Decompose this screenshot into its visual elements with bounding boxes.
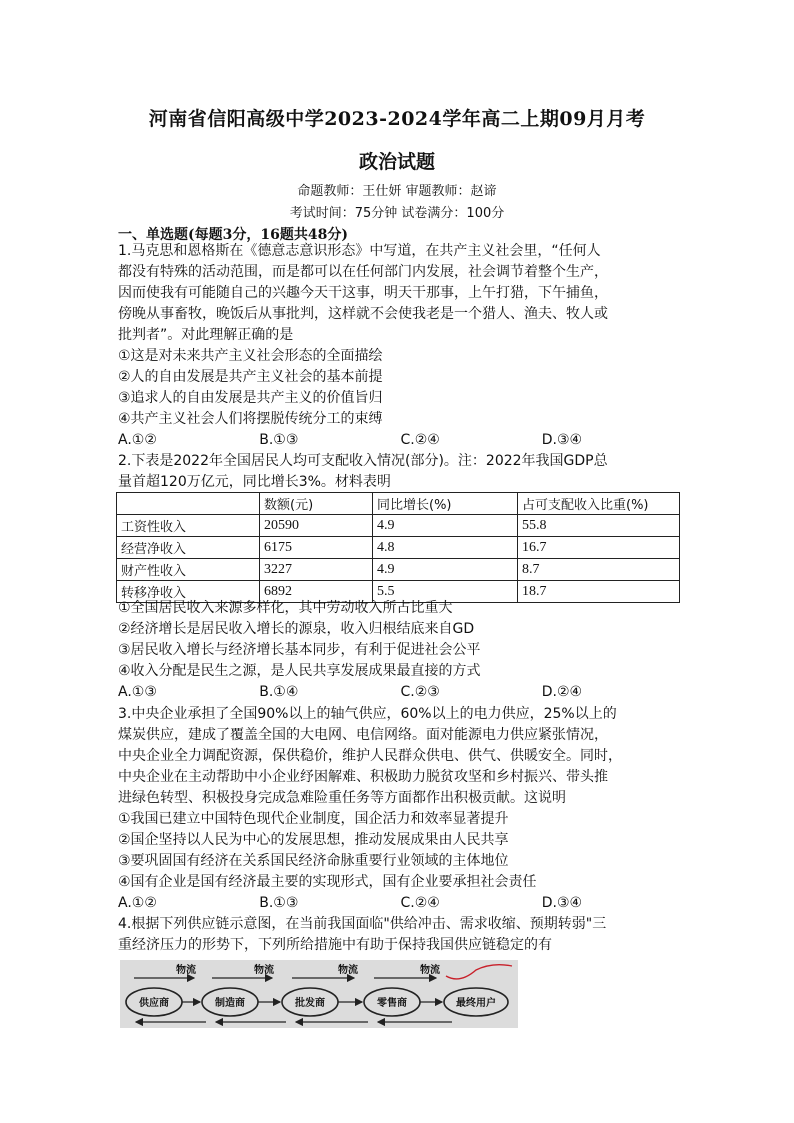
growth-cell: 4.9: [373, 559, 518, 581]
choice-a: A.①②: [118, 432, 157, 448]
table-row: [117, 559, 680, 581]
table-header-row: [117, 493, 680, 515]
choice-d: D.②④: [541, 684, 583, 700]
statement-option: ①全国居民收入来源多样化，其中劳动收入所占比重大: [118, 600, 453, 616]
row-label: 财产性收入: [117, 559, 260, 581]
choice-c: C.②③: [400, 684, 440, 700]
growth-cell: 4.9: [373, 515, 518, 537]
row-label: 经营净收入: [117, 537, 260, 559]
question-2-options: [118, 598, 683, 703]
choice-b: B.①③: [259, 895, 299, 911]
amount-cell: 20590: [260, 515, 373, 537]
statement-option: ③居民收入增长与经济增长基本同步，有利于促进社会公平: [118, 642, 481, 658]
share-cell: 16.7: [518, 537, 680, 559]
node-wholesaler: 批发商: [295, 998, 325, 1009]
choice-c: C.②④: [400, 432, 440, 448]
flow-label: 物流: [254, 965, 274, 976]
statement-option: ②经济增长是居民收入增长的源泉，收入归根结底来自GD: [118, 621, 475, 637]
node-retailer: 零售商: [377, 998, 407, 1009]
table-header-cell: 占可支配收入比重(%): [518, 493, 680, 515]
flow-label: 物流: [420, 965, 440, 976]
answer-choices: [118, 682, 683, 703]
question-text-line: 因而使我有可能随自己的兴趣今天干这事，明天干那事，上午打猎，下午捕鱼，: [118, 285, 608, 301]
question-text-line: 中央企业全力调配资源，保供稳价，维护人民群众供电、供气、供暖安全。同时，: [118, 748, 622, 764]
question-text-line: 1.马克思和恩格斯在《德意志意识形态》中写道，在共产主义社会里，“任何人: [118, 243, 601, 259]
statement-option: ④收入分配是民生之源，是人民共享发展成果最直接的方式: [118, 663, 481, 679]
answer-choices: [118, 430, 683, 451]
choice-b: B.①③: [259, 432, 299, 448]
table-header-cell: 数额(元): [260, 493, 373, 515]
exam-subject-title: 政治试题: [358, 151, 435, 173]
node-manufacturer: 制造商: [215, 998, 245, 1009]
statement-option: ②人的自由发展是共产主义社会的基本前提: [118, 369, 383, 385]
row-label: 工资性收入: [117, 515, 260, 537]
choice-d: D.③④: [541, 895, 583, 911]
question-1: [118, 241, 683, 451]
exam-time-info: 考试时间：75分钟 试卷满分：100分: [289, 206, 505, 221]
supply-chain-diagram: [120, 960, 518, 1028]
question-text-line: 4.根据下列供应链示意图，在当前我国面临"供给冲击、需求收缩、预期转弱"三: [118, 916, 607, 932]
node-end-user: 最终用户: [456, 998, 496, 1009]
statement-option: ①这是对未来共产主义社会形态的全面描绘: [118, 348, 383, 364]
amount-cell: 6892: [260, 581, 373, 603]
table-row: [117, 537, 680, 559]
table-header-cell: 同比增长(%): [373, 493, 518, 515]
question-text-line: 中央企业在主动帮助中小企业纾困解难、积极助力脱贫攻坚和乡村振兴、带头推: [118, 769, 608, 785]
choice-d: D.③④: [541, 432, 583, 448]
share-cell: 18.7: [518, 581, 680, 603]
exam-teachers: 命题教师：王仕妍 审题教师：赵谛: [297, 184, 497, 199]
share-cell: 55.8: [518, 515, 680, 537]
question-text-line: 量首超120万亿元，同比增长3%。材料表明: [118, 474, 391, 490]
row-label: 转移净收入: [117, 581, 260, 603]
statement-option: ②国企坚持以人民为中心的发展思想，推动发展成果由人民共享: [118, 832, 509, 848]
statement-option: ④国有企业是国有经济最主要的实现形式，国有企业要承担社会责任: [118, 874, 537, 890]
question-2: [118, 451, 683, 493]
share-cell: 8.7: [518, 559, 680, 581]
question-text-line: 3.中央企业承担了全国90%以上的轴气供应，60%以上的电力供应，25%以上的: [118, 706, 617, 722]
exam-title: 河南省信阳高级中学2023-2024学年高二上期09月月考: [148, 108, 646, 130]
question-text-line: 批判者”。对此理解正确的是: [118, 327, 294, 343]
question-text-line: 都没有特殊的活动范围，而是都可以在任何部门内发展，社会调节着整个生产，: [118, 264, 608, 280]
table-row: [117, 515, 680, 537]
statement-option: ③要巩固国有经济在关系国民经济命脉重要行业领域的主体地位: [118, 853, 509, 869]
choice-a: A.①③: [118, 684, 157, 700]
question-text-line: 重经济压力的形势下，下列所给措施中有助于保持我国供应链稳定的有: [118, 937, 552, 953]
question-text-line: 傍晚从事畜牧，晚饭后从事批判，这样就不会使我老是一个猎人、渔夫、牧人或: [118, 306, 608, 322]
choice-a: A.①②: [118, 895, 157, 911]
choice-c: C.②④: [400, 895, 440, 911]
question-text-line: 煤炭供应，建成了覆盖全国的大电网、电信网络。面对能源电力供应紧张情况，: [118, 727, 608, 743]
question-3: [118, 704, 683, 914]
pen-mark: [446, 965, 512, 979]
flow-label: 物流: [338, 965, 358, 976]
question-4: [118, 914, 683, 956]
supply-chain-svg: [120, 960, 518, 1028]
statement-option: ①我国已建立中国特色现代企业制度，国企活力和效率显著提升: [118, 811, 509, 827]
section-heading: 一、单选题(每题3分，16题共48分): [118, 227, 348, 243]
question-text-line: 进绿色转型、积极投身完成急难险重任务等方面都作出积极贡献。这说明: [118, 790, 566, 806]
choice-b: B.①④: [259, 684, 299, 700]
growth-cell: 5.5: [373, 581, 518, 603]
amount-cell: 6175: [260, 537, 373, 559]
question-text-line: 2.下表是2022年全国居民人均可支配收入情况(部分)。注：2022年我国GDP总: [118, 453, 608, 469]
amount-cell: 3227: [260, 559, 373, 581]
table-header-cell: [117, 493, 260, 515]
statement-option: ③追求人的自由发展是共产主义的价值旨归: [118, 390, 383, 406]
node-supplier: 供应商: [139, 998, 169, 1009]
statement-option: ④共产主义社会人们将摆脱传统分工的束缚: [118, 411, 383, 427]
growth-cell: 4.8: [373, 537, 518, 559]
income-table: [116, 492, 680, 603]
answer-choices: [118, 893, 683, 914]
flow-label: 物流: [176, 965, 196, 976]
